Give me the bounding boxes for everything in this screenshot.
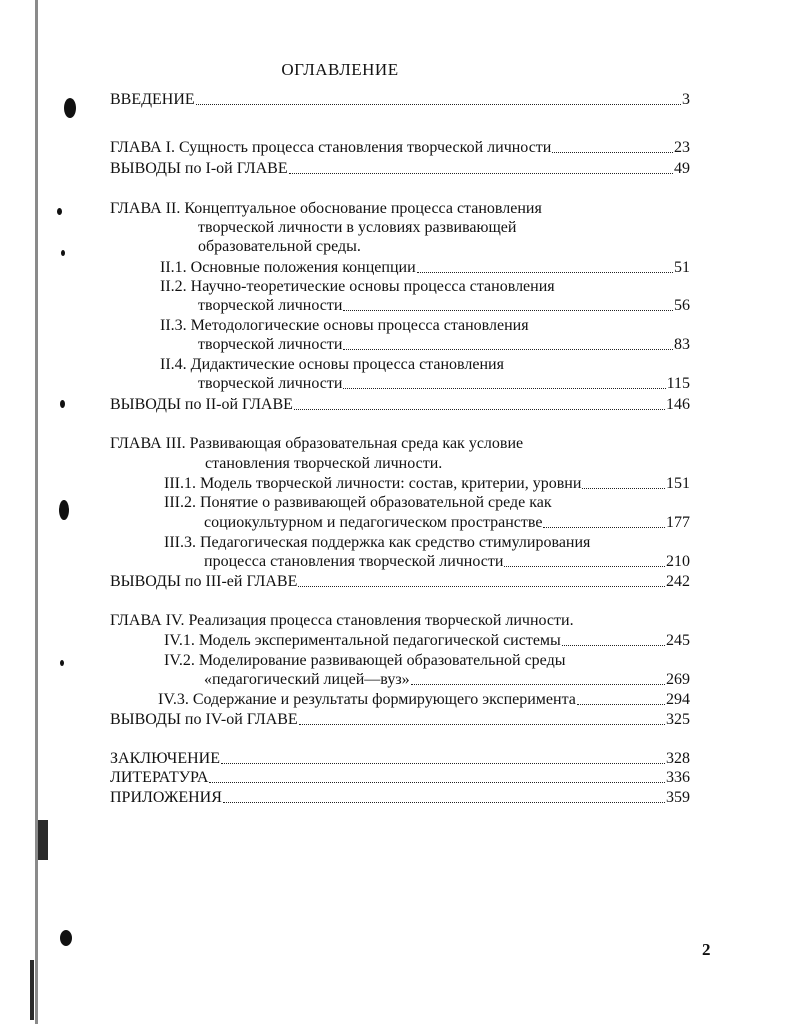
- scan-edge-line: [35, 0, 38, 1024]
- toc-entry-section-4-1[interactable]: IV.1. Модель экспериментальной педагогической системы 245: [164, 632, 690, 649]
- toc-entry-chapter-3-line: становления творческой личности.: [205, 455, 443, 472]
- scan-spot: [57, 208, 62, 215]
- page-number: 2: [702, 940, 711, 959]
- toc-entry-chapter-4-conclusions[interactable]: ВЫВОДЫ по IV-ой ГЛАВЕ 325: [110, 711, 690, 728]
- toc-entry-section-2-2-line: творческой личности 56: [198, 297, 690, 314]
- toc-entry-section-3-3[interactable]: III.3. Педагогическая поддержка как средство стимулирования: [164, 534, 591, 551]
- page-title: ОГЛАВЛЕНИЕ: [281, 60, 399, 79]
- toc-entry-section-2-2[interactable]: II.2. Научно-теоретические основы процесса становления: [160, 278, 555, 295]
- toc-entry-section-3-2-line: социокультурном и педагогическом пространстве 177: [204, 514, 690, 531]
- toc-entry-section-4-3[interactable]: IV.3. Содержание и результаты формирующего эксперимента 294: [158, 691, 690, 708]
- toc-entry-chapter-3-conclusions[interactable]: ВЫВОДЫ по III-ей ГЛАВЕ 242: [110, 573, 690, 590]
- toc-entry-chapter-2-conclusions[interactable]: ВЫВОДЫ по II-ой ГЛАВЕ 146: [110, 396, 690, 413]
- scan-spot: [64, 98, 76, 118]
- scan-spot: [60, 660, 64, 666]
- toc-entry-chapter-1-conclusions[interactable]: ВЫВОДЫ по I-ой ГЛАВЕ 49: [110, 160, 690, 177]
- toc-entry-chapter-2-line: творческой личности в условиях развивающей: [198, 219, 517, 236]
- toc-entry-conclusion[interactable]: ЗАКЛЮЧЕНИЕ 328: [110, 750, 690, 767]
- toc-entry-chapter-2[interactable]: ГЛАВА II. Концептуальное обоснование процесса становления: [110, 200, 542, 217]
- toc-entry-section-2-4-line: творческой личности 115: [198, 375, 690, 392]
- toc-entry-section-3-1[interactable]: III.1. Модель творческой личности: состав, критерии, уровни 151: [164, 475, 690, 492]
- scan-spot: [60, 400, 65, 408]
- toc-entry-section-3-2[interactable]: III.2. Понятие о развивающей образовательной среде как: [164, 494, 552, 511]
- toc-entry-chapter-3[interactable]: ГЛАВА III. Развивающая образовательная среда как условие: [110, 435, 524, 452]
- scan-spot: [59, 500, 69, 520]
- toc-entry-section-2-3-line: творческой личности 83: [198, 336, 690, 353]
- toc-entry-section-2-3[interactable]: II.3. Методологические основы процесса становления: [160, 317, 529, 334]
- toc-entry-literature[interactable]: ЛИТЕРАТУРА 336: [110, 769, 690, 786]
- toc-entry-chapter-4[interactable]: ГЛАВА IV. Реализация процесса становления творческой личности.: [110, 612, 574, 629]
- toc-entry-section-4-2-line: «педагогический лицей—вуз» 269: [204, 671, 690, 688]
- toc-entry-chapter-1[interactable]: ГЛАВА I. Сущность процесса становления творческой личности 23: [110, 139, 690, 156]
- toc-entry-chapter-2-line: образовательной среды.: [198, 238, 361, 255]
- toc-entry-section-3-3-line: процесса становления творческой личности 210: [204, 553, 690, 570]
- scan-spot: [60, 930, 72, 946]
- toc-entry-section-2-4[interactable]: II.4. Дидактические основы процесса становления: [160, 356, 504, 373]
- toc-entry-introduction[interactable]: ВВЕДЕНИЕ 3: [110, 91, 690, 108]
- toc-entry-section-2-1[interactable]: II.1. Основные положения концепции 51: [160, 259, 690, 276]
- toc-entry-appendices[interactable]: ПРИЛОЖЕНИЯ 359: [110, 789, 690, 806]
- scan-edge-line: [30, 960, 34, 1020]
- scan-edge-line: [38, 820, 48, 860]
- toc-entry-section-4-2[interactable]: IV.2. Моделирование развивающей образовательной среды: [164, 652, 566, 669]
- scan-spot: [61, 250, 65, 256]
